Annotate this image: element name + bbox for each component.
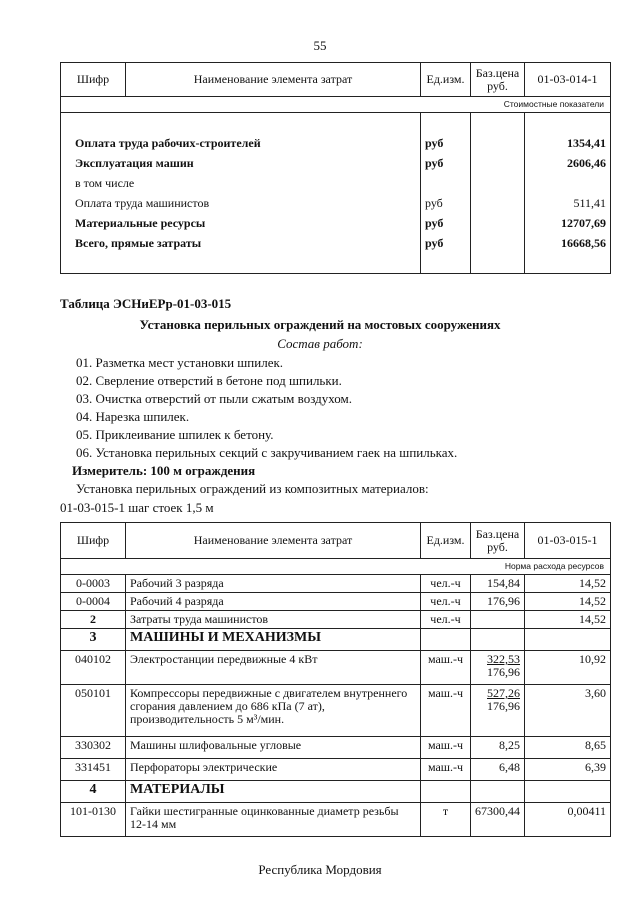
header-ref: 01-03-014-1 <box>525 63 611 97</box>
table-row: 2 Затраты труда машинистов чел.-ч 14,52 <box>61 611 611 629</box>
table-row: Оплата труда рабочих-строителей руб 1354,41 <box>61 133 611 153</box>
header-price: Баз.цена руб. <box>471 523 525 559</box>
section-row: 4 МАТЕРИАЛЫ <box>61 781 611 803</box>
footer-region: Республика Мордовия <box>258 862 382 877</box>
table-title: Таблица ЭСНиЕРр-01-03-015 <box>60 296 232 311</box>
table-row: Оплата труда машинистов руб 511,41 <box>61 193 611 213</box>
composition-label: Состав работ: <box>277 336 363 351</box>
table-row: 0-0003 Рабочий 3 разряда чел.-ч 154,84 14,52 <box>61 575 611 593</box>
header-code: Шифр <box>61 63 126 97</box>
header-name: Наименование элемента затрат <box>126 63 421 97</box>
meter-unit: Измеритель: 100 м ограждения <box>72 463 256 478</box>
table-row: в том числе <box>61 173 611 193</box>
header-code: Шифр <box>61 523 126 559</box>
operation-item: 04. Нарезка шпилек. <box>76 409 190 424</box>
operation-item: 03. Очистка отверстий от пыли сжатым воздухом. <box>76 391 352 406</box>
intro-text: Установка перильных ограждений из композитных материалов: <box>76 481 429 496</box>
table-row: 330302 Машины шлифовальные угловые маш.-ч 8,25 8,65 <box>61 737 611 759</box>
header-price: Баз.цена руб. <box>471 63 525 97</box>
section-row: 3 МАШИНЫ И МЕХАНИЗМЫ <box>61 629 611 651</box>
operation-item: 02. Сверление отверстий в бетоне под шпильки. <box>76 373 342 388</box>
operation-item: 01. Разметка мест установки шпилек. <box>76 355 284 370</box>
table-row: Эксплуатация машин руб 2606,46 <box>61 153 611 173</box>
table-row: 040102 Электростанции передвижные 4 кВт маш.-ч 322,53 176,96 10,92 <box>61 651 611 685</box>
operation-item: 06. Установка перильных секций с закручиванием гаек на шпильках. <box>76 445 458 460</box>
subheader: Норма расхода ресурсов <box>61 559 611 575</box>
header-ref: 01-03-015-1 <box>525 523 611 559</box>
page-number: 55 <box>313 38 327 53</box>
table-row: 0-0004 Рабочий 4 разряда чел.-ч 176,96 14,52 <box>61 593 611 611</box>
header-name: Наименование элемента затрат <box>126 523 421 559</box>
header-unit: Ед.изм. <box>421 63 471 97</box>
table-row: 050101 Компрессоры передвижные с двигателем внутреннего сгорания давлением до 686 кПа (7 ат), производительность 5 м³/мин. маш.-ч 527,26 176,96 3,60 <box>61 685 611 737</box>
operation-item: 05. Приклеивание шпилек к бетону. <box>76 427 274 442</box>
subheader: Стоимостные показатели <box>61 97 611 113</box>
table-subtitle: Установка перильных ограждений на мостовых сооружениях <box>139 317 501 332</box>
table-row: Всего, прямые затраты руб 16668,56 <box>61 233 611 253</box>
header-unit: Ед.изм. <box>421 523 471 559</box>
code-line: 01-03-015-1 шаг стоек 1,5 м <box>60 500 214 515</box>
table-row: Материальные ресурсы руб 12707,69 <box>61 213 611 233</box>
table-row: 101-0130 Гайки шестигранные оцинкованные диаметр резьбы 12-14 мм т 67300,44 0,00411 <box>61 803 611 837</box>
table-row: 331451 Перфораторы электрические маш.-ч 6,48 6,39 <box>61 759 611 781</box>
cost-indicators-table <box>60 62 611 274</box>
resource-norms-table <box>60 522 611 837</box>
